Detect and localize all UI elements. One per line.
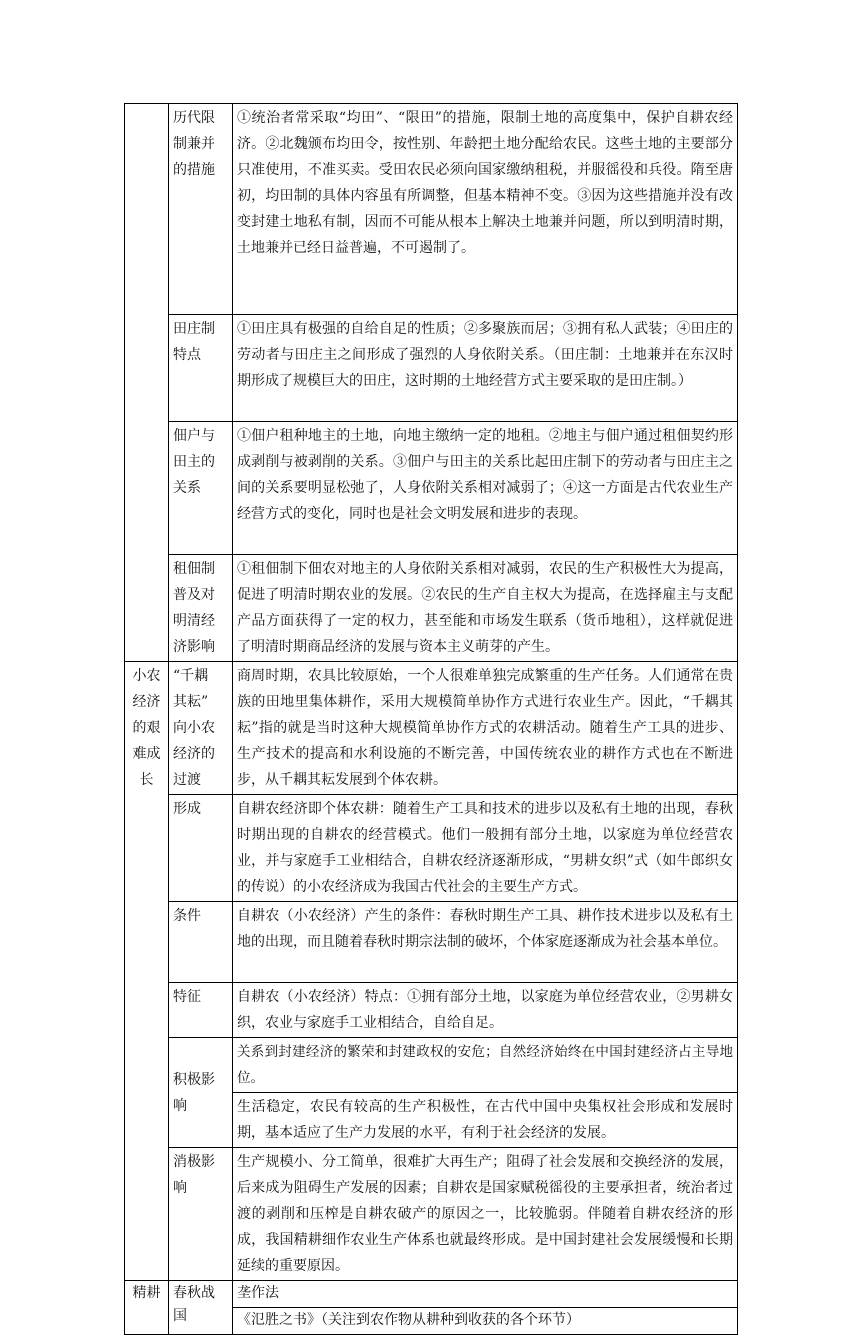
notes-table (124, 103, 738, 1335)
table-row (125, 902, 738, 983)
row-content: 关系到封建经济的繁荣和封建政权的安危；自然经济始终在中国封建经济占主导地位。 (233, 1038, 738, 1093)
category-intensive-farming: 精耕 (125, 1281, 169, 1335)
row-content: 生活稳定，农民有较高的生产积极性，在古代中国中央集权社会形成和发展时期，基本适应了生产力发展的水平，有利于社会经济的发展。 (233, 1093, 738, 1148)
row-label-tenancy-impact: 租佃制 普及对 明清经 济影响 (169, 555, 233, 662)
row-label-spring-autumn: 春秋战 国 (169, 1281, 233, 1335)
row-content: 自耕农经济即个体农耕：随着生产工具和技术的进步以及私有土地的出现，春秋时期出现的自耕农的经营模式。他们一般拥有部分土地，以家庭为单位经营农业，并与家庭手工业相结合，自耕农经济逐渐形成，“男耕女织”式（如牛郎织女的传说）的小农经济成为我国古代社会的主要生产方式。 (233, 795, 738, 902)
row-content: 生产规模小、分工简单，很难扩大再生产；阻碍了社会发展和交换经济的发展，后来成为阻碍生产发展的因素；自耕农是国家赋税徭役的主要承担者，统治者过渡的剥削和压榨是自耕农破产的原因之一，比较脆弱。伴随着自耕农经济的形成，我国精耕细作农业生产体系也就最终形成。是中国封建社会发展缓慢和长期延续的重要原因。 (233, 1148, 738, 1281)
row-label-tenant-relation: 佃户与 田主的 关系 (169, 422, 233, 555)
table-row (125, 315, 738, 422)
table-row (125, 1148, 738, 1281)
category-cell-blank (125, 104, 169, 662)
row-label-features: 特征 (169, 983, 233, 1038)
row-content: 《氾胜之书》（关注到农作物从耕种到收获的各个环节） (233, 1308, 738, 1335)
row-content: 垄作法 (233, 1281, 738, 1308)
table-row (125, 1281, 738, 1308)
row-label-limit-annexation: 历代限 制兼并 的措施 (169, 104, 233, 315)
row-content: ①租佃制下佃农对地主的人身依附关系相对减弱，农民的生产积极性大为提高，促进了明清时期农业的发展。②农民的生产自主权大为提高，在选择雇主与支配产品方面获得了一定的权力，甚至能和市场发生联系（货币地租），这样就促进了明清时期商品经济的发展与资本主义萌芽的产生。 (233, 555, 738, 662)
row-content: ①田庄具有极强的自给自足的性质；②多聚族而居；③拥有私人武装；④田庄的劳动者与田庄主之间形成了强烈的人身依附关系。（田庄制：土地兼并在东汉时期形成了规模巨大的田庄，这时期的土地经营方式主要采取的是田庄制。） (233, 315, 738, 422)
row-label-formation: 形成 (169, 795, 233, 902)
table-row (125, 104, 738, 315)
row-label-negative-impact: 消极影 响 (169, 1148, 233, 1281)
table-row (125, 795, 738, 902)
table-row (125, 1038, 738, 1093)
row-label-positive-impact: 积极影 响 (169, 1038, 233, 1148)
row-content: ①统治者常采取“均田”、“限田”的措施，限制土地的高度集中，保护自耕农经济。②北魏颁布均田令，按性别、年龄把土地分配给农民。这些土地的主要部分只准使用，不准买卖。受田农民必须向国家缴纳租税，并服徭役和兵役。隋至唐初，均田制的具体内容虽有所调整，但基本精神不变。③因为这些措施并没有改变封建土地私有制，因而不可能从根本上解决土地兼并问题，所以到明清时期，土地兼并已经日益普遍，不可遏制了。 (233, 104, 738, 315)
table-row (125, 983, 738, 1038)
row-label-transition: “千耦 其耘” 向小农 经济的 过渡 (169, 662, 233, 795)
row-label-manor-system: 田庄制 特点 (169, 315, 233, 422)
category-small-farmer-economy: 小农 经济 的艰 难成 长 (125, 662, 169, 1281)
table-row (125, 422, 738, 555)
row-content: 自耕农（小农经济）产生的条件：春秋时期生产工具、耕作技术进步以及私有土地的出现，而且随着春秋时期宗法制的破坏，个体家庭逐渐成为社会基本单位。 (233, 902, 738, 983)
row-content: 自耕农（小农经济）特点：①拥有部分土地，以家庭为单位经营农业，②男耕女织，农业与家庭手工业相结合，自给自足。 (233, 983, 738, 1038)
row-label-conditions: 条件 (169, 902, 233, 983)
table-row (125, 555, 738, 662)
row-content: ①佃户租种地主的土地，向地主缴纳一定的地租。②地主与佃户通过租佃契约形成剥削与被剥削的关系。③佃户与田主的关系比起田庄制下的劳动者与田庄主之间的关系要明显松弛了，人身依附关系相对减弱了；④这一方面是古代农业生产经营方式的变化，同时也是社会文明发展和进步的表现。 (233, 422, 738, 555)
row-content: 商周时期，农具比较原始，一个人很难单独完成繁重的生产任务。人们通常在贵族的田地里集体耕作，采用大规模简单协作方式进行农业生产。因此，“千耦其耘”指的就是当时这种大规模简单协作方式的农耕活动。随着生产工具的进步、生产技术的提高和水利设施的不断完善，中国传统农业的耕作方式也在不断进步，从千耦其耘发展到个体农耕。 (233, 662, 738, 795)
table-row (125, 662, 738, 795)
